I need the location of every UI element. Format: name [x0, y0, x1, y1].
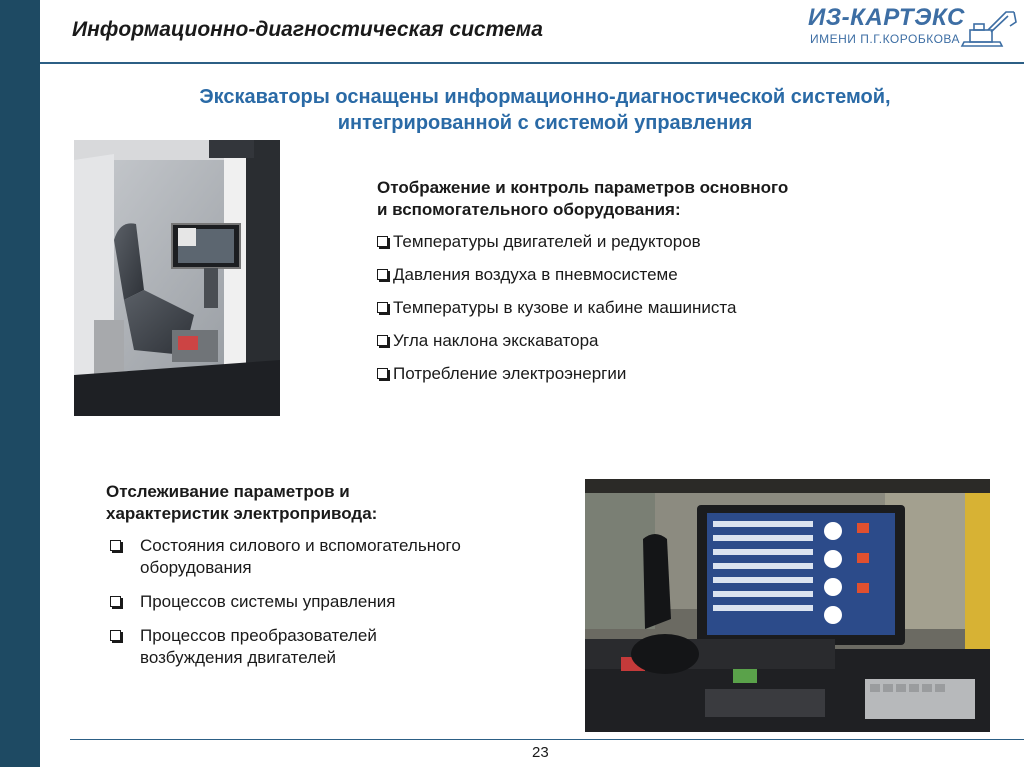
list-item-text: оборудования — [140, 558, 252, 577]
heading-line-2: интегрированной с системой управления — [337, 112, 753, 134]
logo-main-text: ИЗ-КАРТЭКС — [808, 4, 965, 31]
list-item — [106, 591, 566, 613]
lead-line-2: характеристик электропривода: — [106, 504, 378, 523]
list-item-text: Состояния силового и вспомогательного — [140, 536, 461, 555]
page-number: 23 — [532, 744, 549, 761]
display-parameters-block — [377, 177, 897, 396]
list-item-text: Температуры двигателей и редукторов — [393, 232, 701, 251]
list-item-text: Давления воздуха в пневмосистеме — [393, 265, 678, 284]
checkbox-bullet-icon — [377, 236, 388, 247]
list-item-text: Угла наклона экскаватора — [393, 331, 599, 350]
list-item — [106, 625, 566, 669]
drive-parameters-lead — [106, 481, 566, 525]
checkbox-bullet-icon — [110, 630, 121, 641]
list-item — [377, 330, 897, 352]
footer-divider — [70, 739, 1024, 740]
checkbox-bullet-icon — [110, 596, 121, 607]
lead-line-1: Отслеживание параметров и — [106, 482, 350, 501]
display-parameters-lead — [377, 177, 897, 221]
list-item — [377, 264, 897, 286]
cabin-photo — [74, 140, 280, 416]
control-panel-illustration — [585, 479, 990, 732]
header-divider — [40, 62, 1024, 64]
list-item — [106, 535, 566, 579]
checkbox-bullet-icon — [377, 269, 388, 280]
lead-line-1: Отображение и контроль параметров основного — [377, 178, 789, 197]
display-parameters-list — [377, 231, 897, 385]
list-item — [377, 297, 897, 319]
cabin-illustration — [74, 140, 280, 416]
checkbox-bullet-icon — [377, 368, 388, 379]
list-item — [377, 231, 897, 253]
list-item-text: возбуждения двигателей — [140, 648, 337, 667]
checkbox-bullet-icon — [110, 540, 121, 551]
heading-line-1: Экскаваторы оснащены информационно-диагностической системой, — [199, 86, 891, 108]
list-item-text: Процессов преобразователей — [140, 626, 377, 645]
list-item-text: Потребление электроэнергии — [393, 364, 627, 383]
checkbox-bullet-icon — [377, 302, 388, 313]
excavator-logo-icon — [960, 6, 1018, 48]
slide-title: Информационно-диагностическая система — [72, 18, 543, 41]
checkbox-bullet-icon — [377, 335, 388, 346]
drive-parameters-block — [106, 481, 566, 681]
lead-line-2: и вспомогательного оборудования: — [377, 200, 681, 219]
logo-sub-text: ИМЕНИ П.Г.КОРОБКОВА — [810, 32, 961, 46]
list-item — [377, 363, 897, 385]
list-item-text: Температуры в кузове и кабине машиниста — [393, 298, 737, 317]
drive-parameters-list — [106, 535, 566, 669]
list-item-text: Процессов системы управления — [140, 592, 396, 611]
company-logo — [800, 4, 1020, 50]
control-panel-photo — [585, 479, 990, 732]
left-sidebar-bar — [0, 0, 40, 767]
slide-heading — [100, 84, 990, 136]
